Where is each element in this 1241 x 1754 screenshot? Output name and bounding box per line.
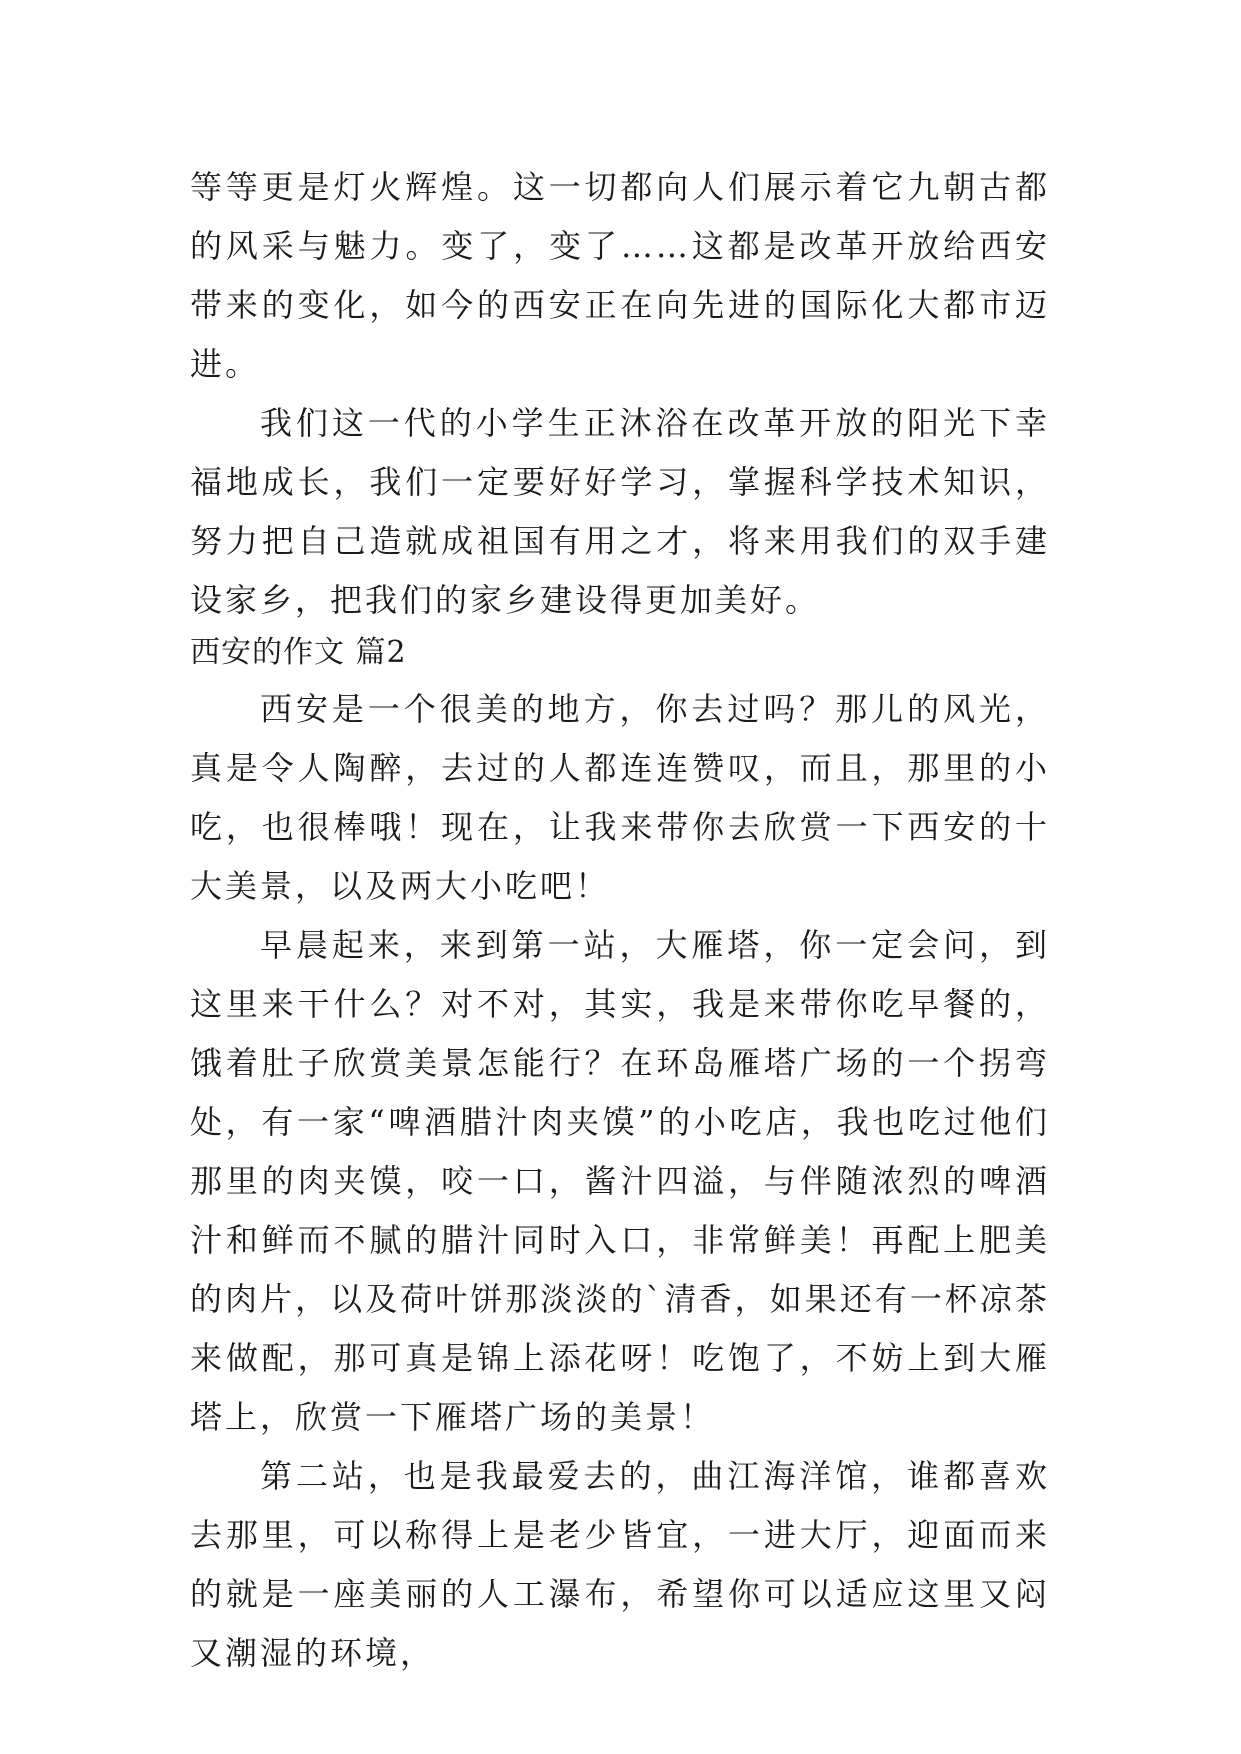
essay-2-body xyxy=(190,680,1050,1683)
paragraph-2: 我们这一代的小学生正沐浴在改革开放的阳光下幸福地成长，我们一定要好好学习，掌握科学技术知识，努力把自己造就成祖国有用之才，将来用我们的双手建设家乡，把我们的家乡建设得更加美好。 xyxy=(190,404,1050,619)
paragraph-3: 西安是一个很美的地方，你去过吗？那儿的风光，真是令人陶醉，去过的人都连连赞叹，而且，那里的小吃，也很棒哦！现在，让我来带你去欣赏一下西安的十大美景，以及两大小吃吧！ xyxy=(190,690,1050,905)
paragraph-5: 第二站，也是我最爱去的，曲江海洋馆，谁都喜欢去那里，可以称得上是老少皆宜，一进大厅，迎面而来的就是一座美丽的人工瀑布，希望你可以适应这里又闷又潮湿的环境， xyxy=(190,1457,1050,1672)
paragraph-4: 早晨起来，来到第一站，大雁塔，你一定会问，到这里来干什么？对不对，其实，我是来带你吃早餐的，饿着肚子欣赏美景怎能行？在环岛雁塔广场的一个拐弯处，有一家“啤酒腊汁肉夹馍”的小吃店，我也吃过他们那里的肉夹馍，咬一口，酱汁四溢，与伴随浓烈的啤酒汁和鲜而不腻的腊汁同时入口，非常鲜美！再配上肥美的肉片，以及荷叶饼那淡淡的`清香，如果还有一杯凉茶来做配，那可真是锦上添花呀！吃饱了，不妨上到大雁塔上，欣赏一下雁塔广场的美景！ xyxy=(190,926,1050,1436)
paragraph-1: 等等更是灯火辉煌。这一切都向人们展示着它九朝古都的风采与魅力。变了，变了……这都是改革开放给西安带来的变化，如今的西安正在向先进的国际化大都市迈进。 xyxy=(190,168,1050,383)
essay-2-heading: 西安的作文 篇2 xyxy=(190,635,407,670)
essay-1-continuation xyxy=(190,158,1050,630)
